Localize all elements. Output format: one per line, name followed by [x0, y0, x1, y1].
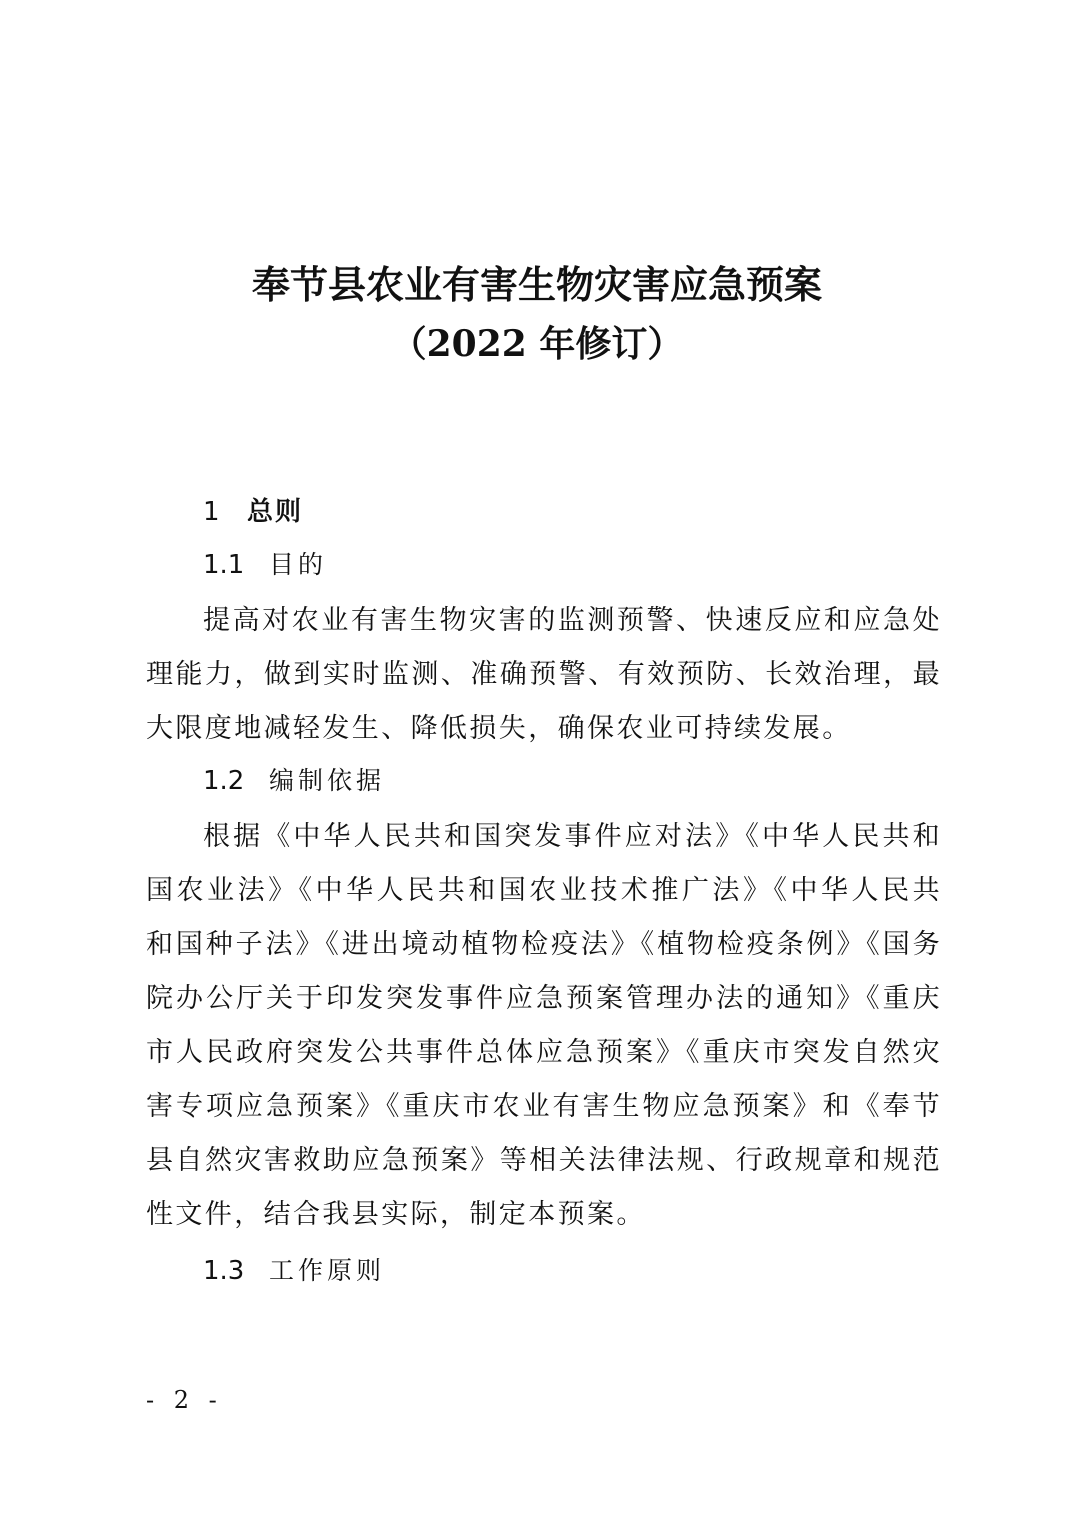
document-subtitle: （2022 年修订）	[390, 323, 684, 365]
section-title: 目的	[269, 550, 328, 579]
section-number: 1	[203, 497, 220, 527]
document-title: 奉节县农业有害生物灾害应急预案	[251, 262, 822, 307]
paragraph-purpose: 提高对农业有害生物灾害的监测预警、快速反应和应急处理能力，做到实时监测、准确预警、有效预防、长效治理，最大限度地减轻发生、降低损失，确保农业可持续发展。	[146, 605, 942, 744]
section-title: 总则	[247, 497, 304, 527]
paragraph-basis: 根据《中华人民共和国突发事件应对法》《中华人民共和国农业法》《中华人民共和国农业技术推广法》《中华人民共和国种子法》《进出境动植物检疫法》《植物检疫条例》《国务院办公厅关于印发突发事件应急预案管理办法的通知》《重庆市人民政府突发公共事件总体应急预案》《重庆市突发自然灾害专项应急预案》《重庆市农业有害生物应急预案》和《奉节县自然灾害救助应急预案》等相关法律法规、行政规章和规范性文件，结合我县实际，制定本预案。	[146, 821, 942, 1230]
section-number: 1.1	[203, 550, 245, 580]
page-number: - 2 -	[146, 1386, 223, 1414]
section-heading-1-3	[203, 1258, 385, 1284]
section-number: 1.2	[203, 766, 245, 796]
section-heading-1	[203, 499, 303, 525]
section-number: 1.3	[203, 1256, 245, 1286]
section-heading-1-1	[203, 552, 327, 578]
section-title: 编制依据	[269, 766, 386, 795]
section-heading-1-2	[203, 768, 385, 794]
section-title: 工作原则	[269, 1256, 386, 1285]
